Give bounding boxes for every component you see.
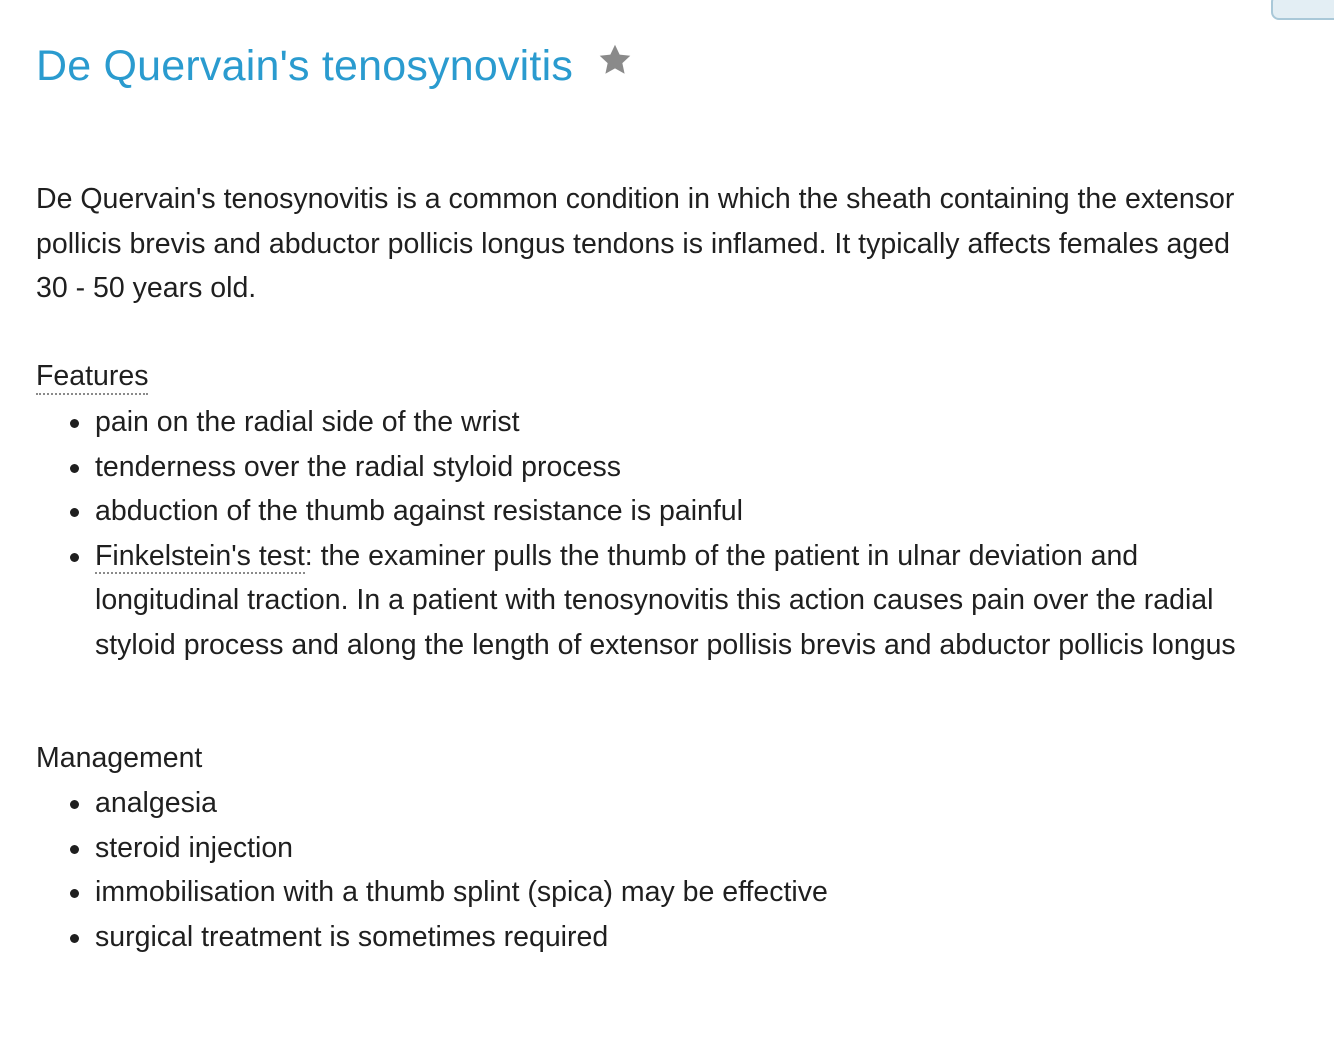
- management-list-item: steroid injection: [95, 826, 1236, 871]
- spacer: [36, 311, 1236, 356]
- title-row: [36, 40, 633, 92]
- finkelstein-description: : the examiner pulls the thumb of the patient in ulnar deviation and longitudinal traction. In a patient with tenosynovitis this action causes pain over the radial styloid process and along the length of extensor pollisis brevis and abductor pollicis longus: [95, 539, 1236, 661]
- management-list-item: analgesia: [95, 781, 1236, 826]
- star-icon[interactable]: [597, 42, 633, 78]
- article-body: [36, 177, 1236, 960]
- management-heading-line: [36, 737, 1236, 782]
- features-list-item: tenderness over the radial styloid process: [95, 445, 1236, 490]
- management-list: [36, 781, 1236, 959]
- spacer: [36, 668, 1236, 737]
- features-list-item-finkelstein: [95, 534, 1236, 668]
- management-list-item: surgical treatment is sometimes required: [95, 915, 1236, 960]
- features-heading[interactable]: Features: [36, 360, 148, 395]
- page-title: De Quervain's tenosynovitis: [36, 42, 574, 90]
- features-list: [36, 400, 1236, 668]
- intro-paragraph: De Quervain's tenosynovitis is a common condition in which the sheath containing the extensor pollicis brevis and abductor pollicis longus tendons is inflamed. It typically affects females aged 30 - 50 years old.: [36, 183, 1235, 305]
- features-list-item: abduction of the thumb against resistance is painful: [95, 489, 1236, 534]
- features-heading-line: [36, 355, 1236, 400]
- management-heading: Management: [36, 742, 203, 775]
- corner-tab[interactable]: [1271, 0, 1334, 20]
- management-list-item: immobilisation with a thumb splint (spica) may be effective: [95, 870, 1236, 915]
- finkelstein-term[interactable]: Finkelstein's test: [95, 539, 305, 572]
- features-list-item: pain on the radial side of the wrist: [95, 400, 1236, 445]
